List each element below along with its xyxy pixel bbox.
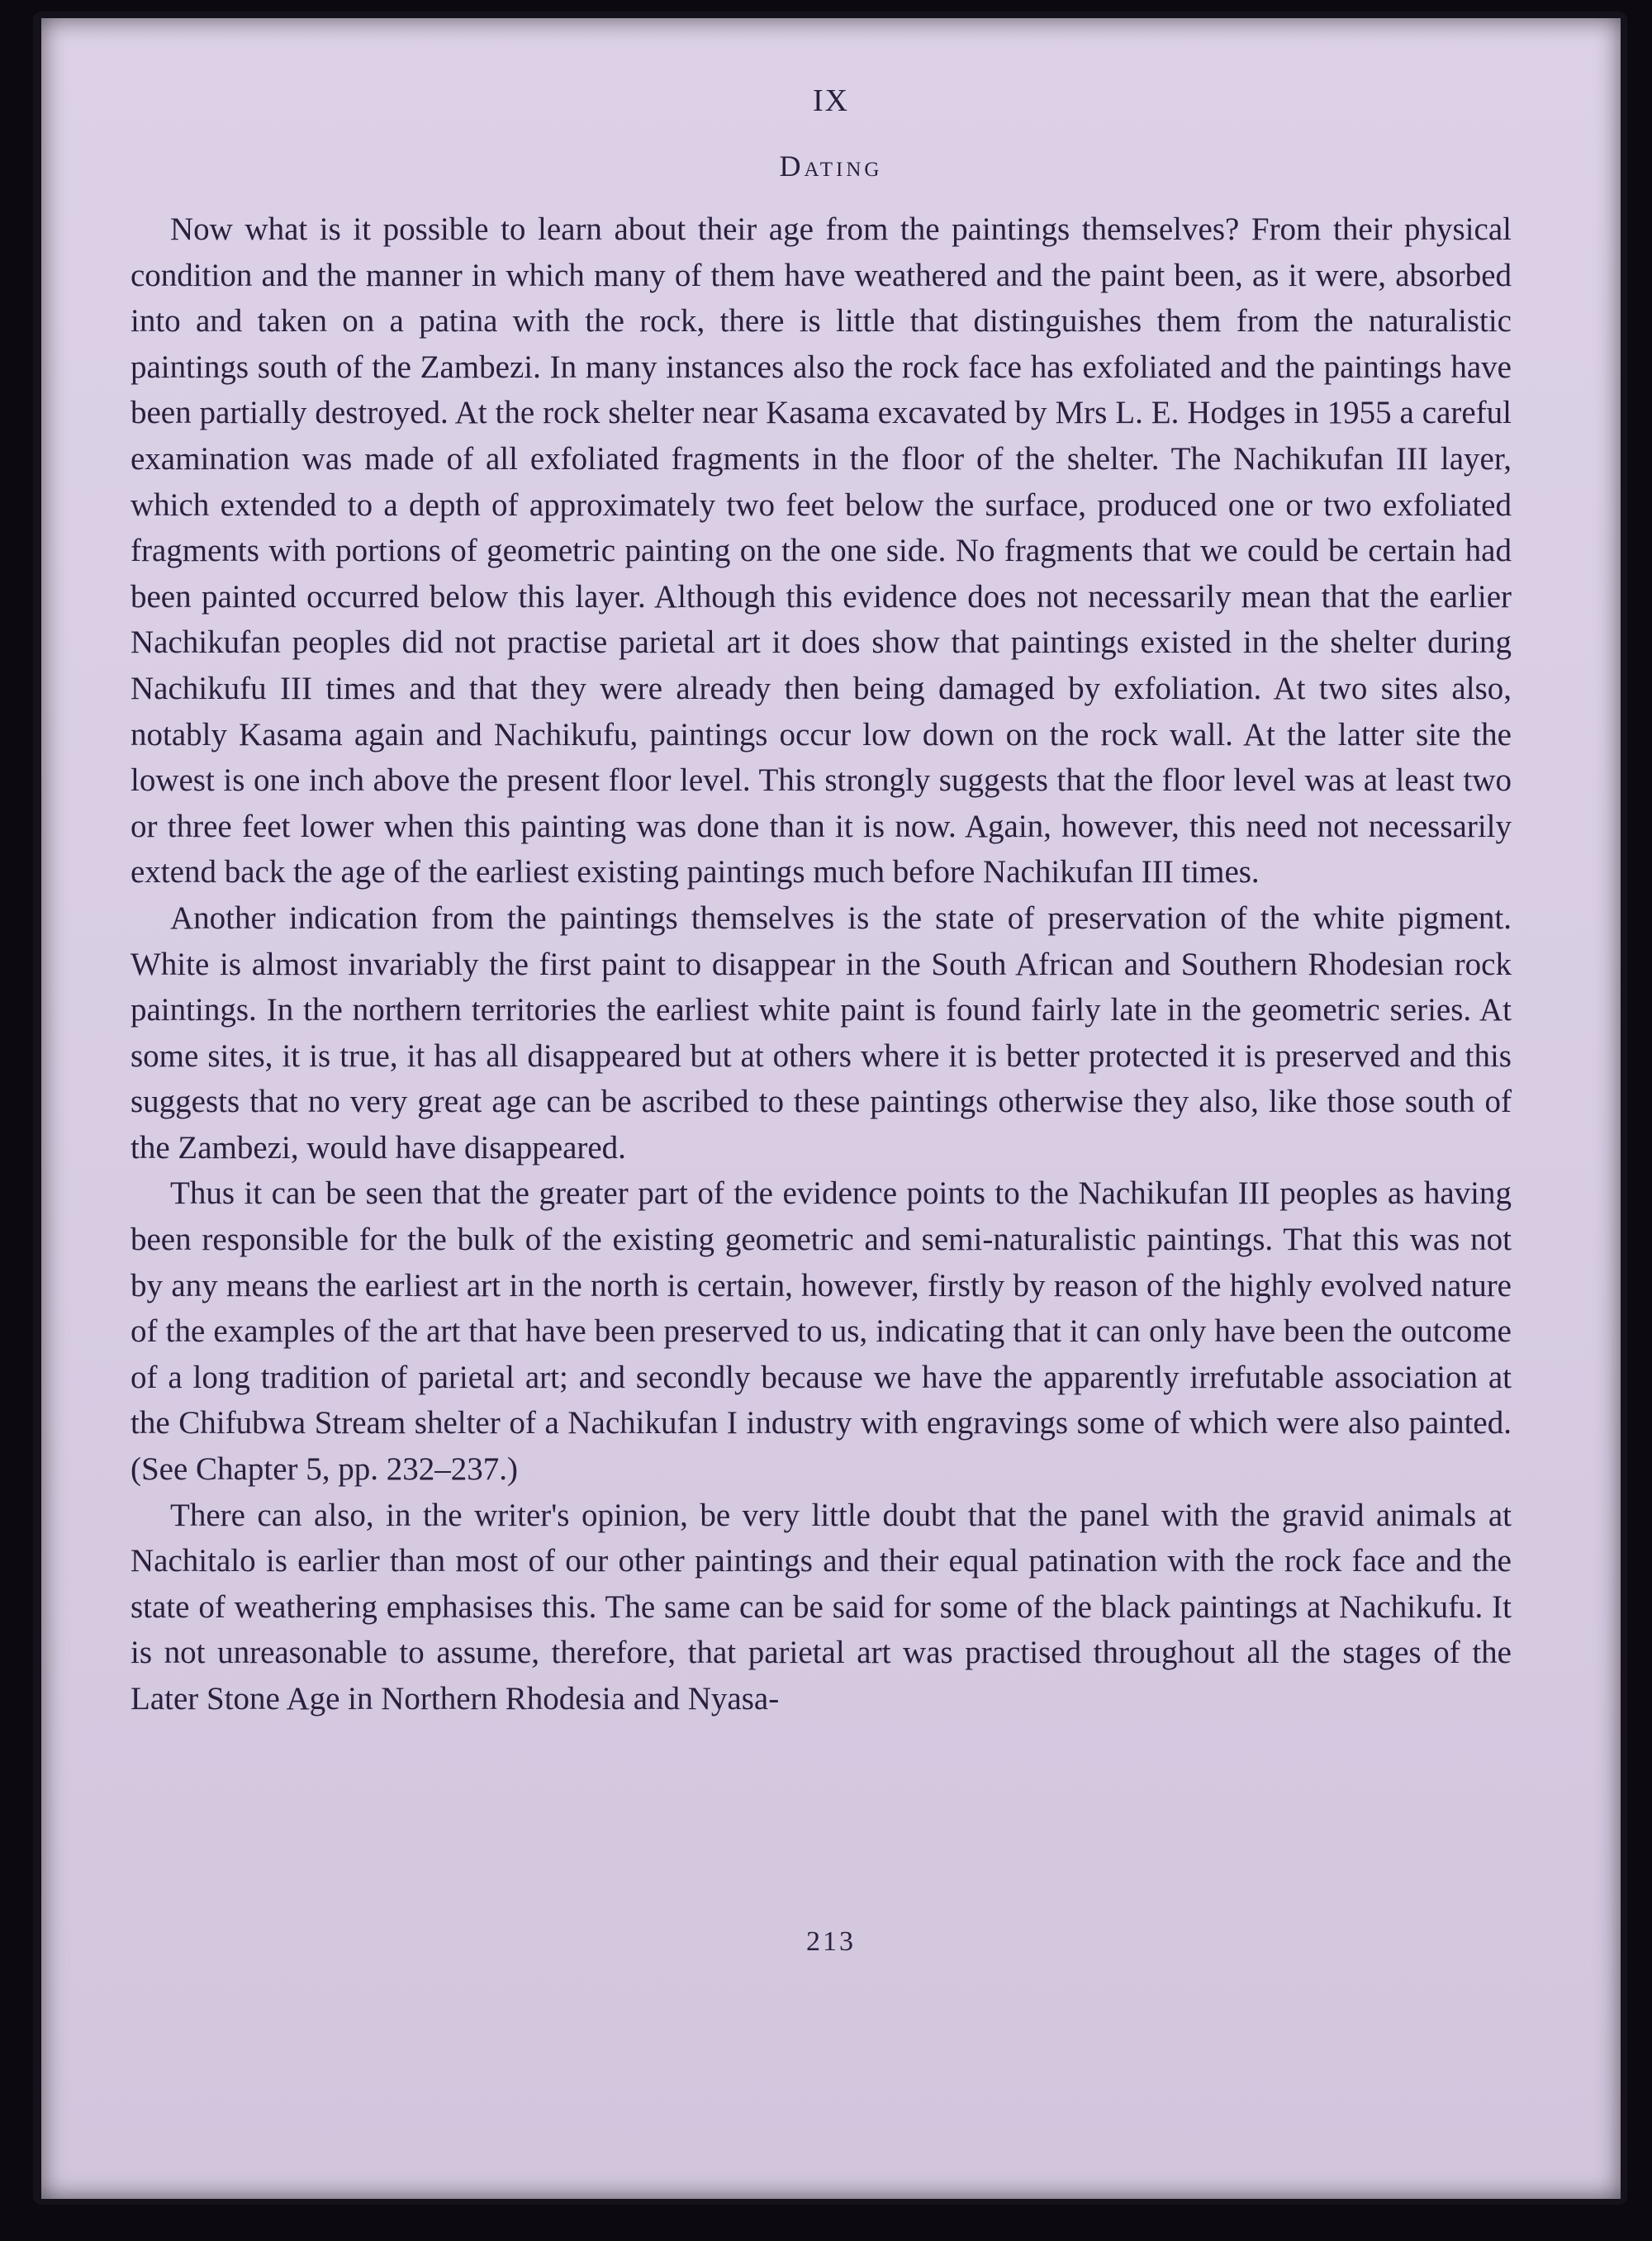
paragraph-3: Thus it can be seen that the greater part of the evidence points to the Nachikufan III peoples as having been responsible for the bulk of the existing geometric and semi-naturalistic paintings. That this was not by any means the earliest art in the north is certain, however, firstly by reason of the highly evolved nature of the examples of the art that have been preserved to us, indicating that it can only have been the outcome of a long tradition of parietal art; and secondly because we have the apparently irrefutable association at the Chifubwa Stream shelter of a Nachikufan I industry with engravings some of which were also painted. (See Chapter 5, pp. 232–237.) [131, 1175, 1512, 1488]
paragraph-1: Now what is it possible to learn about their age from the paintings themselves? From their physical condition and the manner in which many of them have weathered and the paint been, as it were, absorbed into and taken on a patina with the rock, there is little that distinguishes them from the naturalistic paintings south of the Zambezi. In many instances also the rock face has exfoliated and the paintings have been partially destroyed. At the rock shelter near Kasama excavated by Mrs L. E. Hodges in 1955 a careful examination was made of all exfoliated fragments in the floor of the shelter. The Nachikufan III layer, which extended to a depth of approximately two feet below the surface, produced one or two exfoliated fragments with portions of geometric painting on the one side. No fragments that we could be certain had been painted occurred below this layer. Although this evidence does not necessarily mean that the earlier Nachikufan peoples did not practise parietal art it does show that paintings existed in the shelter during Nachikufu III times and that they were already then being damaged by exfoliation. At two sites also, notably Kasama again and Nachikufu, paintings occur low down on the rock wall. At the latter site the lowest is one inch above the present floor level. This strongly suggests that the floor level was at least two or three feet lower when this painting was done than it is now. Again, however, this need not necessarily extend back the age of the earliest existing paintings much before Nachikufan III times. [131, 211, 1512, 890]
chapter-number: IX [812, 83, 850, 118]
body-text [131, 207, 1512, 1722]
paragraph-4: There can also, in the writer's opinion, be very little doubt that the panel with the gravid animals at Nachitalo is earlier than most of our other paintings and their equal patination with the rock face and the state of weathering emphasises this. The same can be said for some of the black paintings at Nachikufu. It is not unreasonable to assume, therefore, that parietal art was practised throughout all the stages of the Later Stone Age in Northern Rhodesia and Nyasa- [131, 1497, 1512, 1716]
chapter-title: Dating [779, 150, 883, 183]
paragraph-2: Another indication from the paintings themselves is the state of preservation of the white pigment. White is almost invariably the first paint to disappear in the South African and Southern Rhodesian rock paintings. In the northern territories the earliest white paint is found fairly late in the geometric series. At some sites, it is true, it has all disappeared but at others where it is better protected it is preserved and this suggests that no very great age can be ascribed to these paintings otherwise they also, like those south of the Zambezi, would have disappeared. [131, 900, 1512, 1166]
book-page [41, 18, 1621, 2199]
page-number: 213 [806, 1926, 856, 1957]
